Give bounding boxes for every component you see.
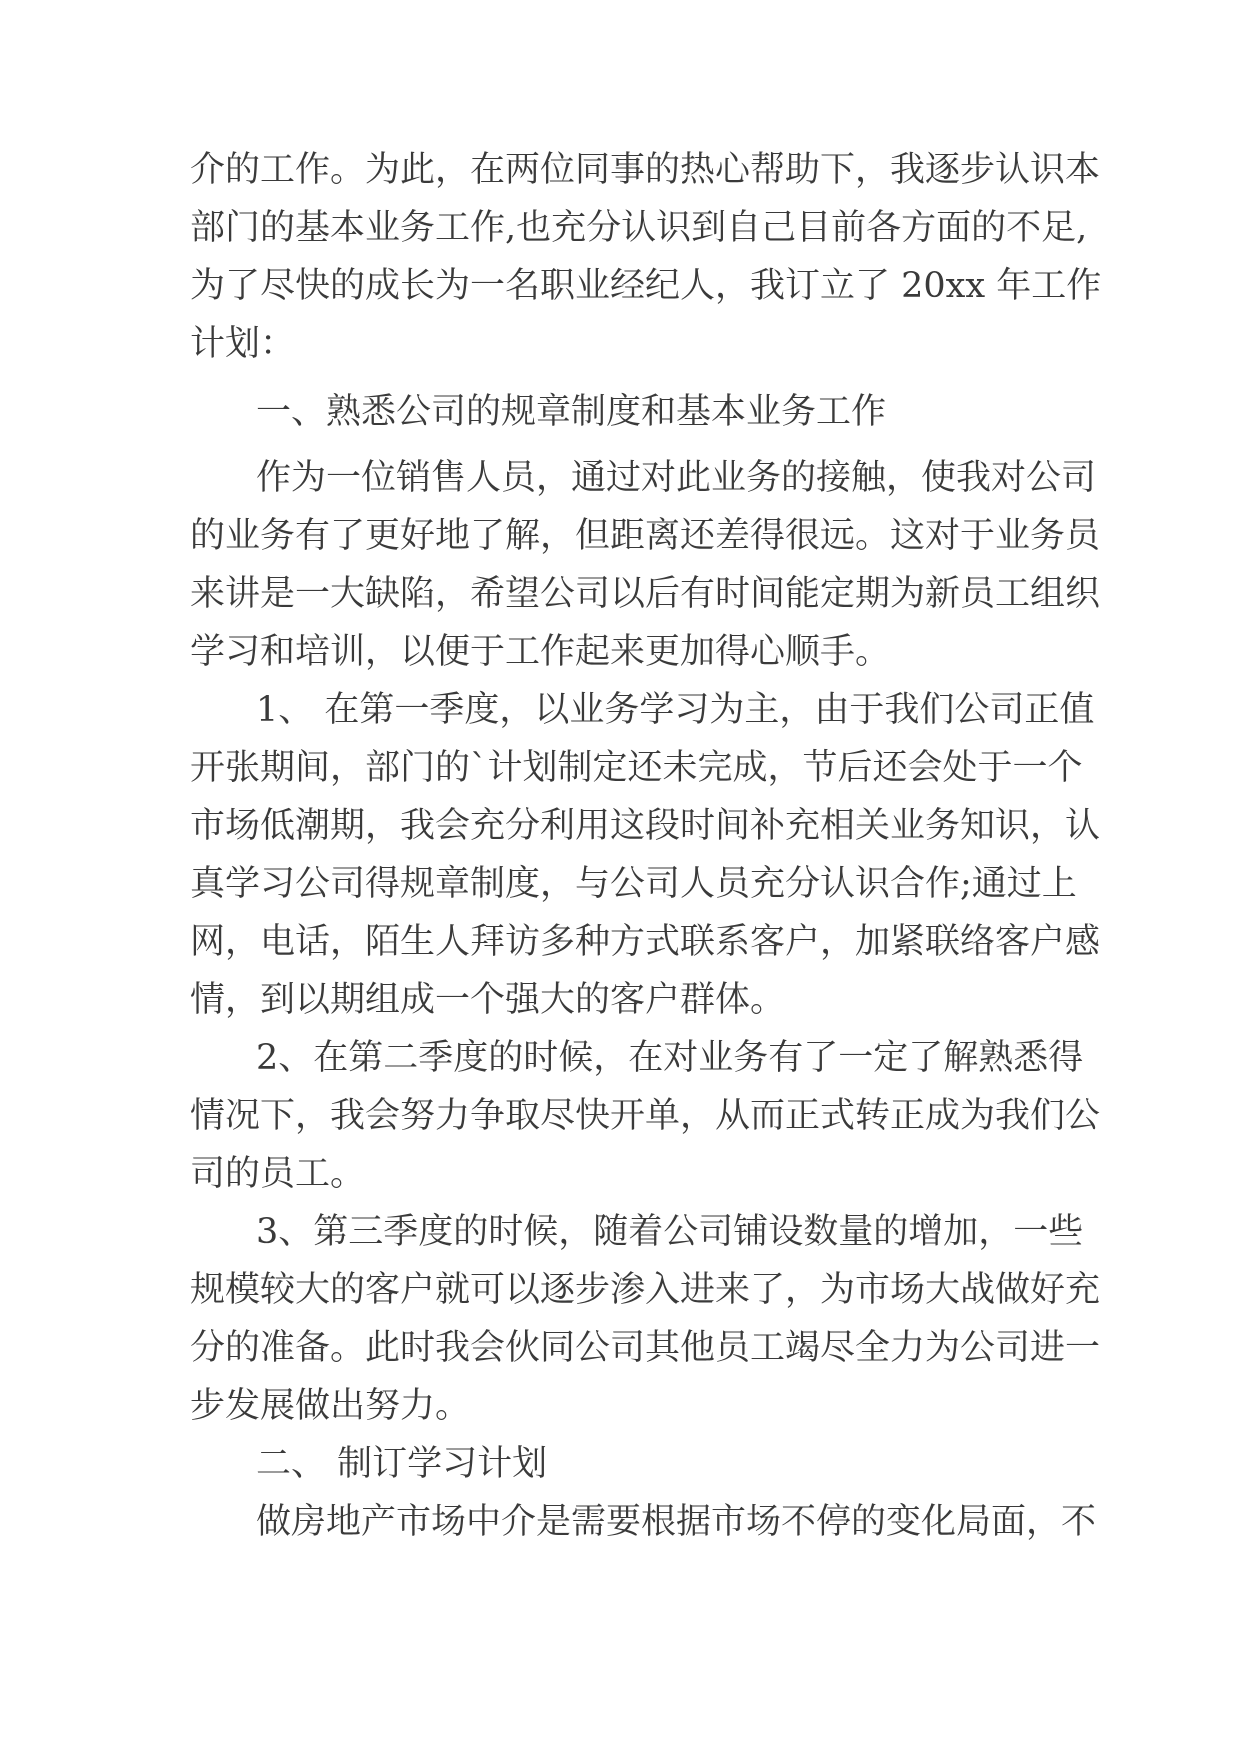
section-heading: 二、 制订学习计划 — [256, 1444, 548, 1484]
text-line: 来讲是一大缺陷，希望公司以后有时间能定期为新员工组织 — [190, 574, 1101, 614]
text-line: 为了尽快的成长为一名职业经纪人，我订立了 20xx 年工作 — [190, 266, 1102, 306]
text-line: 规模较大的客户就可以逐步渗入进来了，为市场大战做好充 — [190, 1270, 1101, 1310]
text-line: 1、 在第一季度，以业务学习为主，由于我们公司正值 — [256, 690, 1095, 730]
text-line: 分的准备。此时我会伙同公司其他员工竭尽全力为公司进一 — [190, 1328, 1101, 1368]
section-heading: 一、熟悉公司的规章制度和基本业务工作 — [256, 392, 887, 432]
text-line: 情况下，我会努力争取尽快开单，从而正式转正成为我们公 — [190, 1096, 1101, 1136]
text-line: 网，电话，陌生人拜访多种方式联系客户，加紧联络客户感 — [190, 922, 1101, 962]
text-line: 部门的基本业务工作,也充分认识到自己目前各方面的不足, — [190, 208, 1088, 248]
text-line: 3、第三季度的时候，随着公司铺设数量的增加，一些 — [256, 1212, 1084, 1252]
text-line: 情，到以期组成一个强大的客户群体。 — [190, 980, 786, 1020]
text-line: 步发展做出努力。 — [190, 1386, 471, 1426]
text-line: 司的员工。 — [190, 1154, 366, 1194]
text-line: 市场低潮期，我会充分利用这段时间补充相关业务知识，认 — [190, 806, 1101, 846]
text-line: 作为一位销售人员，通过对此业务的接触，使我对公司 — [256, 458, 1097, 498]
text-line: 计划： — [190, 324, 296, 364]
text-line: 2、在第二季度的时候，在对业务有了一定了解熟悉得 — [256, 1038, 1084, 1078]
text-line: 介的工作。为此，在两位同事的热心帮助下，我逐步认识本 — [190, 150, 1101, 190]
text-line: 的业务有了更好地了解，但距离还差得很远。这对于业务员 — [190, 516, 1101, 556]
text-line: 学习和培训，以便于工作起来更加得心顺手。 — [190, 632, 891, 672]
text-line: 真学习公司得规章制度，与公司人员充分认识合作;通过上 — [190, 864, 1077, 904]
text-line: 开张期间，部门的`计划制定还未完成，节后还会处于一个 — [190, 748, 1083, 788]
text-line: 做房地产市场中介是需要根据市场不停的变化局面，不 — [256, 1502, 1097, 1542]
